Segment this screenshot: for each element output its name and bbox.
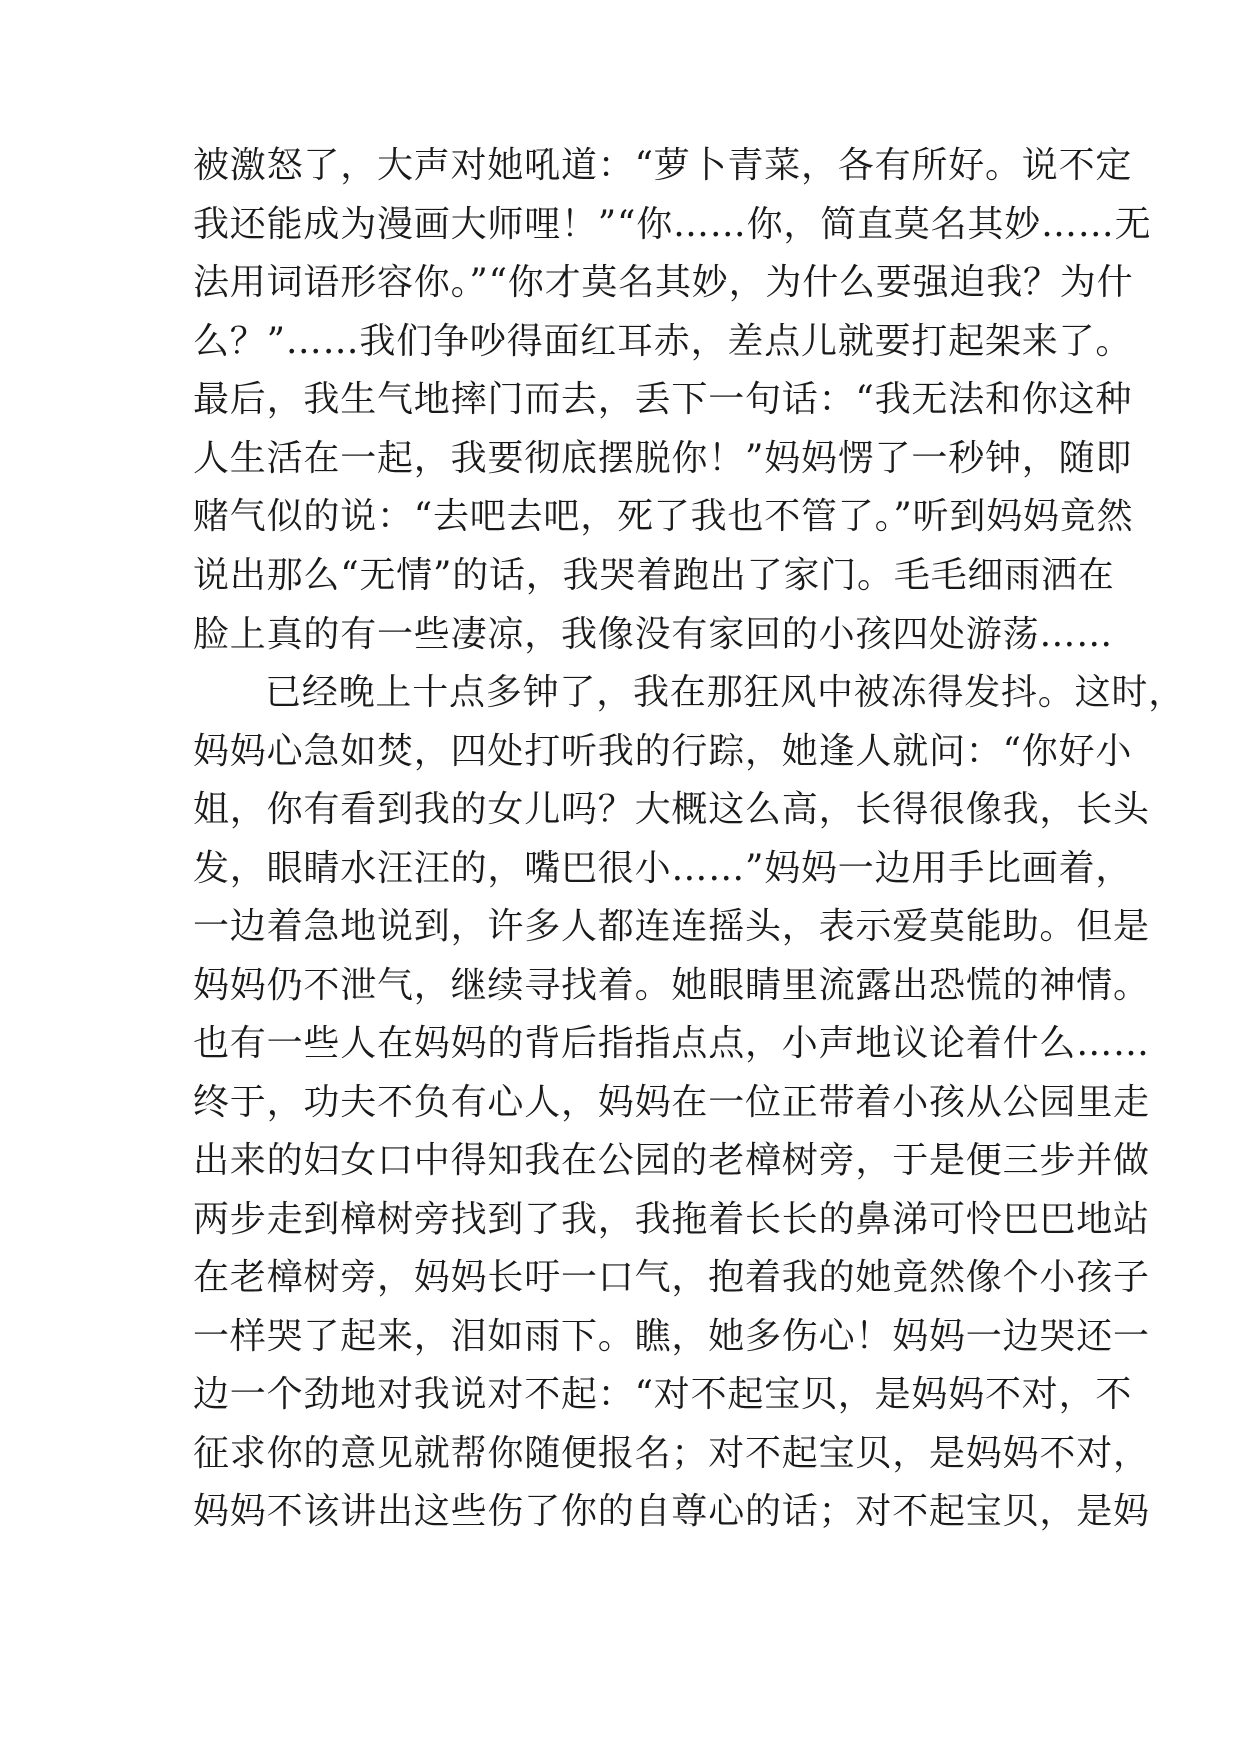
text-line-11: 妈妈心急如焚，四处打听我的行踪，她逢人就问：“你好小 [193, 731, 1133, 772]
text-line-12: 姐，你有看到我的女儿吗？大概这么高，长得很像我，长头 [193, 789, 1150, 830]
text-line-17: 终于，功夫不负有心人，妈妈在一位正带着小孩从公园里走 [193, 1082, 1150, 1123]
text-line-8: 说出那么“无情”的话，我哭着跑出了家门。毛毛细雨洒在 [193, 555, 1115, 596]
text-line-23: 征求你的意见就帮你随便报名；对不起宝贝，是妈妈不对， [193, 1433, 1150, 1474]
text-line-2: 我还能成为漫画大师哩！”“你……你，简直莫名其妙……无 [193, 204, 1152, 245]
text-line-7: 赌气似的说：“去吧去吧，死了我也不管了。”听到妈妈竟然 [193, 496, 1134, 537]
text-line-3: 法用词语形容你。”“你才莫名其妙，为什么要强迫我？为什 [193, 262, 1134, 303]
text-line-9: 脸上真的有一些凄凉，我像没有家回的小孩四处游荡…… [193, 614, 1114, 655]
text-line-18: 出来的妇女口中得知我在公园的老樟树旁，于是便三步并做 [193, 1140, 1150, 1181]
text-line-6: 人生活在一起，我要彻底摆脱你！”妈妈愣了一秒钟，随即 [193, 438, 1133, 479]
text-line-15: 妈妈仍不泄气，继续寻找着。她眼睛里流露出恐慌的神情。 [193, 965, 1150, 1006]
text-line-16: 也有一些人在妈妈的背后指指点点，小声地议论着什么…… [193, 1023, 1150, 1064]
text-line-24: 妈妈不该讲出这些伤了你的自尊心的话；对不起宝贝，是妈 [193, 1491, 1150, 1532]
text-line-21: 一样哭了起来，泪如雨下。瞧，她多伤心！妈妈一边哭还一 [193, 1316, 1150, 1357]
paragraph-start-line: 已经晚上十点多钟了，我在那狂风中被冻得发抖。这时， [265, 672, 1186, 713]
text-line-19: 两步走到樟树旁找到了我，我拖着长长的鼻涕可怜巴巴地站 [193, 1199, 1150, 1240]
text-line-14: 一边着急地说到，许多人都连连摇头，表示爱莫能助。但是 [193, 906, 1150, 947]
text-line-5: 最后，我生气地摔门而去，丢下一句话：“我无法和你这种 [193, 379, 1133, 420]
text-line-4: 么？”……我们争吵得面红耳赤，差点儿就要打起架来了。 [193, 321, 1133, 362]
text-line-1: 被激怒了，大声对她吼道：“萝卜青菜，各有所好。说不定 [193, 145, 1133, 186]
text-line-20: 在老樟树旁，妈妈长吁一口气，抱着我的她竟然像个小孩子 [193, 1257, 1150, 1298]
text-line-13: 发，眼睛水汪汪的，嘴巴很小……”妈妈一边用手比画着， [193, 848, 1133, 889]
text-line-22: 边一个劲地对我说对不起：“对不起宝贝，是妈妈不对，不 [193, 1374, 1133, 1415]
